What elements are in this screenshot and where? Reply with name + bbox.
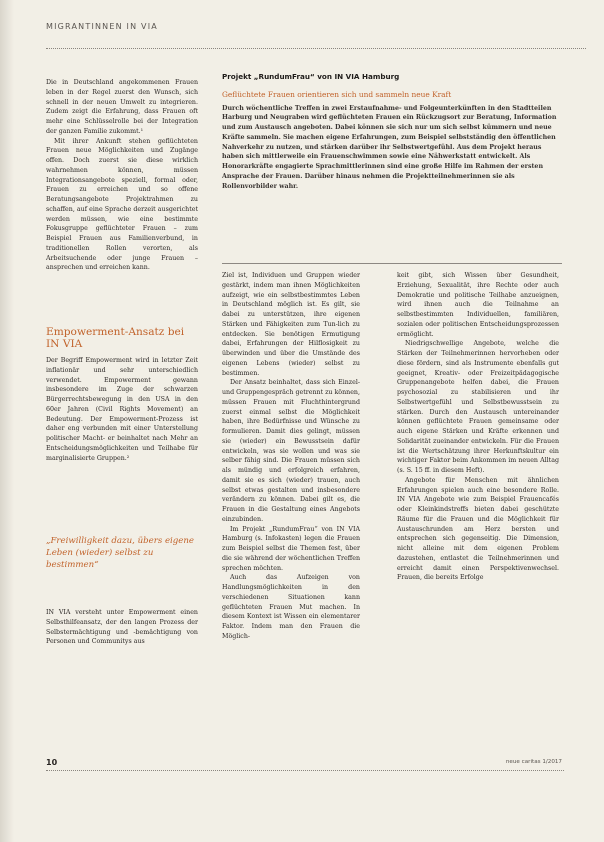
info-box-title: Projekt „RundumFrau“ von IN VIA Hamburg xyxy=(222,72,400,81)
paragraph: IN VIA versteht unter Empowerment einen Selbsthilfeansatz, der den langen Prozess der Selbstermächtigung und -bemächtigung von Personen und Communitys aus xyxy=(46,609,198,646)
paragraph: Angebote für Menschen mit ähnlichen Erfahrungen spielen auch eine besondere Rolle. IN VIA Angebote wie zum Beispiel Frauencafés oder Kleinkindstreffs bieten dabei geschützte Räume für die Frauen und die Möglichkeit für Austauschrunden am Herz bersten und entsprechen sich gegenseitig. Die Dimension, nicht alleine mit dem eigenen Problem dazustehen, entlastet die Teilnehmerinnen und erreicht damit einen Perspektivenwechsel. Frauen, die bereits Erfolge xyxy=(397,476,559,582)
publication-source: neue caritas 1/2017 xyxy=(505,759,562,765)
page-shadow xyxy=(0,0,14,842)
page-number: 10 xyxy=(46,758,58,767)
pull-quote: „Freiwilligkeit dazu, übers eigene Leben (wieder) selbst zu bestimmen“ xyxy=(46,536,194,570)
paragraph: Mit ihrer Ankunft stehen geflüchteten Frauen neue Möglichkeiten und Zugänge offen. Doch zuerst sie diese wirklich wahrnehmen können, müssen Integrationsangebote speziell, formal oder, Frauen zu erreichen und so offene Beratungsangebote Projektrahmen zu schaffen, auf eine Sprache derzeit ausgerichtet werden müssen, wie eine bestimmte Fokusgruppe geflüchteter Frauen – zum Beispiel Frauen aus Familienverbund, in traditionellen Rollen verorten, als Arbeitsuchende oder junge Frauen – ansprechen und erreichen kann. xyxy=(46,137,198,272)
paragraph: Im Projekt „RundumFrau“ von IN VIA Hamburg (s. Infokasten) legen die Frauen zum Beispiel selbst die Themen fest, über die sie während der wöchentlichen Treffen sprechen möchten. xyxy=(222,525,360,572)
info-box-text: Durch wöchentliche Treffen in zwei Erstaufnahme- und Folgeunterkünften in den Stadtteilen Harburg und Neugraben wird geflüchteten Frauen ein Rückzugsort zur Beratung, Information und zum Austausch angeboten. Dabei können sie sich nur um sich selbst kümmern und neue Kräfte sammeln. Sie machen eigene Erfahrungen, zum Beispiel selbstständig den öffentlichen Nahverkehr zu nutzen, und stärken darüber ihr Selbstwertgefühl. Aus dem Projekt heraus haben sich mittlerweile ein Frauenschwimmen sowie eine Nähwerkstatt entwickelt. Als Honorarkräfte engagierte Sprachmittlerinnen sind eine große Hilfe im Rahmen der ersten Ansprache der Frauen. Darüber hinaus nehmen die Projektteilnehmerinnen sie als Rollenvorbilder wahr. xyxy=(222,104,557,190)
info-box xyxy=(222,72,562,191)
column-2 xyxy=(222,271,360,642)
paragraph: Ziel ist, Individuen und Gruppen wieder gestärkt, indem man ihnen Möglichkeiten aufzeigt, wie ein selbstbestimmtes Leben in Deutschland möglich ist. Es gilt, sie dabei zu unterstützen, ihre eigenen Stärken und Fähigkeiten zum Tun-lich zu entdecken. Sie benötigen Ermutigung dabei, Erfahrungen der Hilflosigkeit zu überwinden und über die Umstände des eigenen Lebens (wieder) selbst zu bestimmen. xyxy=(222,272,360,377)
header-rule xyxy=(46,48,586,49)
running-head: MIGRANTINNEN IN VIA xyxy=(46,22,158,31)
column-3 xyxy=(397,271,559,583)
info-box-rule xyxy=(222,263,562,264)
paragraph: keit gibt, sich Wissen über Gesundheit, Erziehung, Sexualität, ihre Rechte oder auch Demokratie und politische Teilhabe anzueignen, wird ihnen auch die Teilnahme an selbstbestimmten Individuellen, familiären, sozialen oder politischen Entscheidungsprozessen ermöglicht. xyxy=(397,272,559,338)
info-box-subtitle: Geflüchtete Frauen orientieren sich und sammeln neue Kraft xyxy=(222,89,452,99)
paragraph: Auch das Aufzeigen von Handlungsmöglichkeiten in den verschiedenen Situationen kann geflüchteten Frauen Mut machen. In diesem Kontext ist Wissen ein elementarer Faktor. Indem man den Frauen die Möglich- xyxy=(222,574,360,640)
paragraph: Niedrigschwellige Angebote, welche die Stärken der Teilnehmerinnen hervorheben oder diese fördern, sind als Instrumente ebenfalls gut geeignet, Kreativ- oder Freizeitpädagogische Gruppenangebote helfen dabei, die Frauen psychosozial zu stabilisieren und ihr Selbstwertgefühl und Selbstbewusstsein zu stärken. Durch den Austausch untereinander können geflüchtete Frauen gemeinsame oder auch eigene Stärken und Kräfte erkennen und Solidarität zueinander entwickeln. Für die Frauen ist die Wertschätzung ihrer Herkunftskultur ein wichtiger Faktor beim Ankommen im neuen Alltag (s. S. 15 ff. in diesem Heft). xyxy=(397,340,559,474)
column-1 xyxy=(46,78,198,273)
section-heading: Empowerment-Ansatz bei IN VIA xyxy=(46,326,185,350)
column-1-section xyxy=(46,356,198,463)
paragraph: Der Begriff Empowerment wird in letzter Zeit inflationär und sehr unterschiedlich verwendet. Empowerment gewann insbesondere im Zuge der schwarzen Bürgerrechtsbewegung in den USA in den 60er Jahren (Civil Rights Movement) an Bedeutung. Der Empowerment-Prozess ist daher eng verbunden mit einer Unterstellung politischer Macht- er beinhaltet nach Mehr an Entscheidungsmöglichkeiten und Teilhabe für marginalisierte Gruppen.² xyxy=(46,357,198,462)
paragraph: Der Ansatz beinhaltet, dass sich Einzel- und Gruppengespräch getrennt zu können, müssen Frauen mit Fluchthintergrund zuerst einmal selbst die Möglichkeit haben, ihre Bedürfnisse und Wünsche zu formulieren. Damit dies gelingt, müssen sie (wieder) ein Bewusstsein dafür entwickeln, was sie wollen und was sie selber fähig sind. Die Frauen müssen sich als mündig und erfolgreich erfahren, damit sie es sich (wieder) trauen, auch selbst etwas gestalten und insbesondere verändern zu können. Dabei gilt es, die Frauen in die Gestaltung eines Angebots einzubinden. xyxy=(222,379,360,523)
paragraph: Die in Deutschland angekommenen Frauen leben in der Regel zuerst den Wunsch, sich schnell in der neuen Umwelt zu integrieren. Zudem zeigt die Erfahrung, dass Frauen oft mehr eine Schlüsselrolle bei der Integration der ganzen Familie zukommt.¹ xyxy=(46,79,198,135)
footer-rule xyxy=(46,770,564,771)
column-1-end xyxy=(46,608,198,647)
